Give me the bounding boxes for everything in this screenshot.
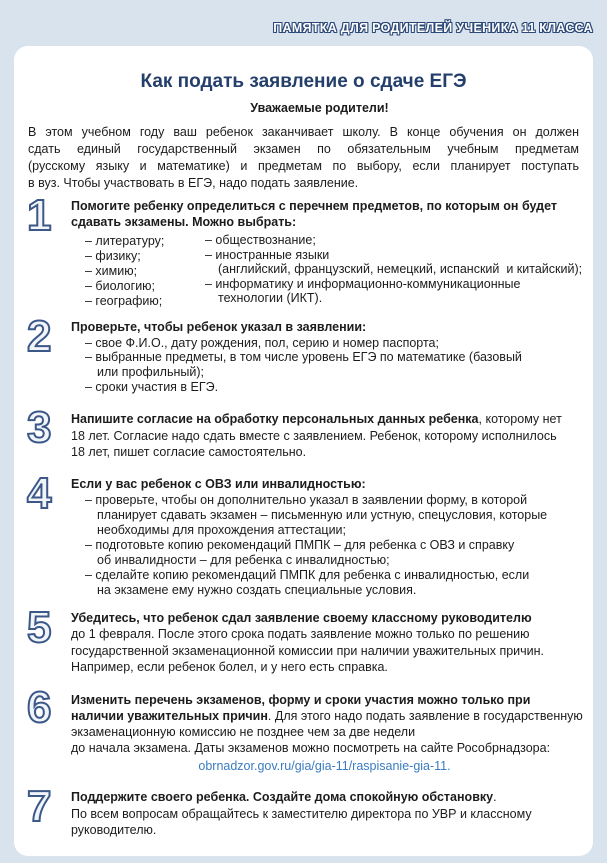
subject-item: – химию; [85, 263, 138, 278]
subject-item-continuation: технологии (ИКТ). [218, 291, 323, 305]
intro-line: сдать единый государственный экзамен по обязательным учебным предметам [28, 142, 579, 156]
step-6-heading-line: Изменить перечень экзаменов, форму и сроки участия можно только при [71, 693, 531, 707]
step-1-heading-line: сдавать экзамены. Можно выбрать: [71, 215, 297, 229]
step-number-7: 7 [27, 782, 52, 831]
intro-line: в вуз. Чтобы участвовать в ЕГЭ, надо подать заявление. [28, 176, 359, 190]
intro-paragraph [28, 124, 579, 192]
subject-item-continuation: (английский, французский, немецкий, испанский и китайский); [218, 262, 583, 276]
step-6-line: до начала экзамена. Даты экзаменов можно посмотреть на сайте Рособрнадзора: [71, 741, 551, 755]
step-number-4: 4 [27, 469, 52, 518]
intro-line: (русскому языку и математике) и предметам по выбору, если планирует поступать [28, 159, 579, 173]
step-4-heading-line: Если у вас ребенок с ОВЗ или инвалидностью: [71, 477, 366, 491]
step-5-line: до 1 февраля. После этого срока подать заявление можно только по решению [71, 627, 530, 642]
step-5-line: государственной экзаменационной комиссии при наличии уважительных причин. [71, 643, 545, 658]
subject-item: – иностранные языки [205, 247, 330, 262]
checklist-item: – проверьте, чтобы он дополнительно указал в заявлении форму, в которой [85, 492, 528, 507]
step-6-link-line [71, 758, 578, 774]
step-3-line: 18 лет. Согласие надо сдать вместе с заявлением. Ребенок, которому исполнилось [71, 428, 557, 443]
step-6-line: экзаменационную комиссию не позднее чем за две недели [71, 725, 416, 739]
step-3-text [71, 411, 591, 461]
memo-banner: ПАМЯТКА ДЛЯ РОДИТЕЛЕЙ УЧЕНИКА 11 КЛАССА [273, 21, 593, 35]
step-7-line: По всем вопросам обращайтесь к заместителю директора по УВР и классному [71, 806, 532, 821]
step-2-heading [71, 319, 591, 335]
step-7-text [71, 789, 591, 839]
step-6-lead-line [71, 708, 591, 724]
step-6-text [71, 692, 591, 756]
step-number-5: 5 [27, 603, 52, 652]
step-number-2: 2 [27, 312, 52, 361]
subject-item: – географию; [85, 293, 163, 308]
step-7-lead-line [71, 789, 591, 806]
step-6-lead-rest: . Для этого надо подать заявление в государственную [267, 709, 583, 723]
checklist-item: – свое Ф.И.О., дату рождения, пол, серию и номер паспорта; [85, 335, 439, 350]
subjects-list-left [85, 234, 203, 309]
page-title: Как подать заявление о сдаче ЕГЭ [140, 71, 467, 92]
checklist-item-continuation: или профильный); [97, 365, 204, 380]
rosobrnadzor-schedule-link[interactable]: obrnadzor.gov.ru/gia/gia-11/raspisanie-gia-11. [198, 759, 451, 773]
step-4-heading [71, 476, 591, 492]
step-2-heading-line: Проверьте, чтобы ребенок указал в заявлении: [71, 320, 367, 334]
greeting: Уважаемые родители! [250, 101, 389, 115]
step-5-text [71, 610, 591, 676]
subjects-list-right [205, 233, 591, 306]
checklist-item: – выбранные предметы, в том числе уровень ЕГЭ по математике (базовый [85, 350, 522, 365]
step-2-checklist [85, 336, 591, 395]
subject-item: – литературу; [85, 233, 165, 248]
checklist-item-continuation: необходимы для прохождения аттестации; [97, 522, 347, 537]
checklist-item-continuation: планирует сдавать экзамен – письменную или устную, спецусловия, которые [97, 507, 548, 522]
step-3-lead-line [71, 411, 591, 428]
step-1-heading [71, 198, 591, 230]
step-6-lead-bold: наличии уважительных причин [71, 709, 268, 723]
subject-item: – биологию; [85, 278, 156, 293]
step-number-6: 6 [27, 683, 52, 732]
subject-item: – обществознание; [205, 233, 316, 247]
checklist-item: – сроки участия в ЕГЭ. [85, 379, 219, 394]
step-7-line: руководителю. [71, 823, 157, 837]
step-5-line: Например, если ребенок болел, и у него есть справка. [71, 660, 388, 675]
step-3-lead-rest: , которому нет [478, 412, 562, 426]
step-4-checklist [85, 493, 591, 598]
subject-item: – информатику и информационно-коммуникационные [205, 276, 521, 291]
checklist-item-continuation: на экзамене ему нужно создать специальные условия. [97, 582, 417, 597]
step-number-3: 3 [27, 403, 52, 452]
checklist-item-continuation: об инвалидности – для ребенка с инвалидностью; [97, 552, 390, 567]
step-5-heading-line: Убедитесь, что ребенок сдал заявление своему классному руководителю [71, 611, 532, 625]
checklist-item: – подготовьте копию рекомендаций ПМПК – для ребенка с ОВЗ и справку [85, 537, 515, 552]
step-1-heading-line: Помогите ребенку определиться с перечнем предметов, по которым он будет [71, 199, 557, 213]
step-3-line: 18 лет, пишет согласие самостоятельно. [71, 445, 307, 459]
step-7-lead-bold: Поддержите своего ребенка. Создайте дома спокойную обстановку [71, 790, 494, 804]
step-number-1: 1 [27, 191, 52, 240]
intro-line: В этом учебном году ваш ребенок заканчивает школу. В конце обучения он должен [28, 125, 579, 139]
checklist-item: – сделайте копию рекомендаций ПМПК для ребенка с инвалидностью, если [85, 567, 530, 582]
subject-item: – физику; [85, 248, 141, 263]
step-3-lead-bold: Напишите согласие на обработку персональных данных ребенка [71, 412, 479, 426]
step-7-lead-rest: . [493, 790, 497, 804]
